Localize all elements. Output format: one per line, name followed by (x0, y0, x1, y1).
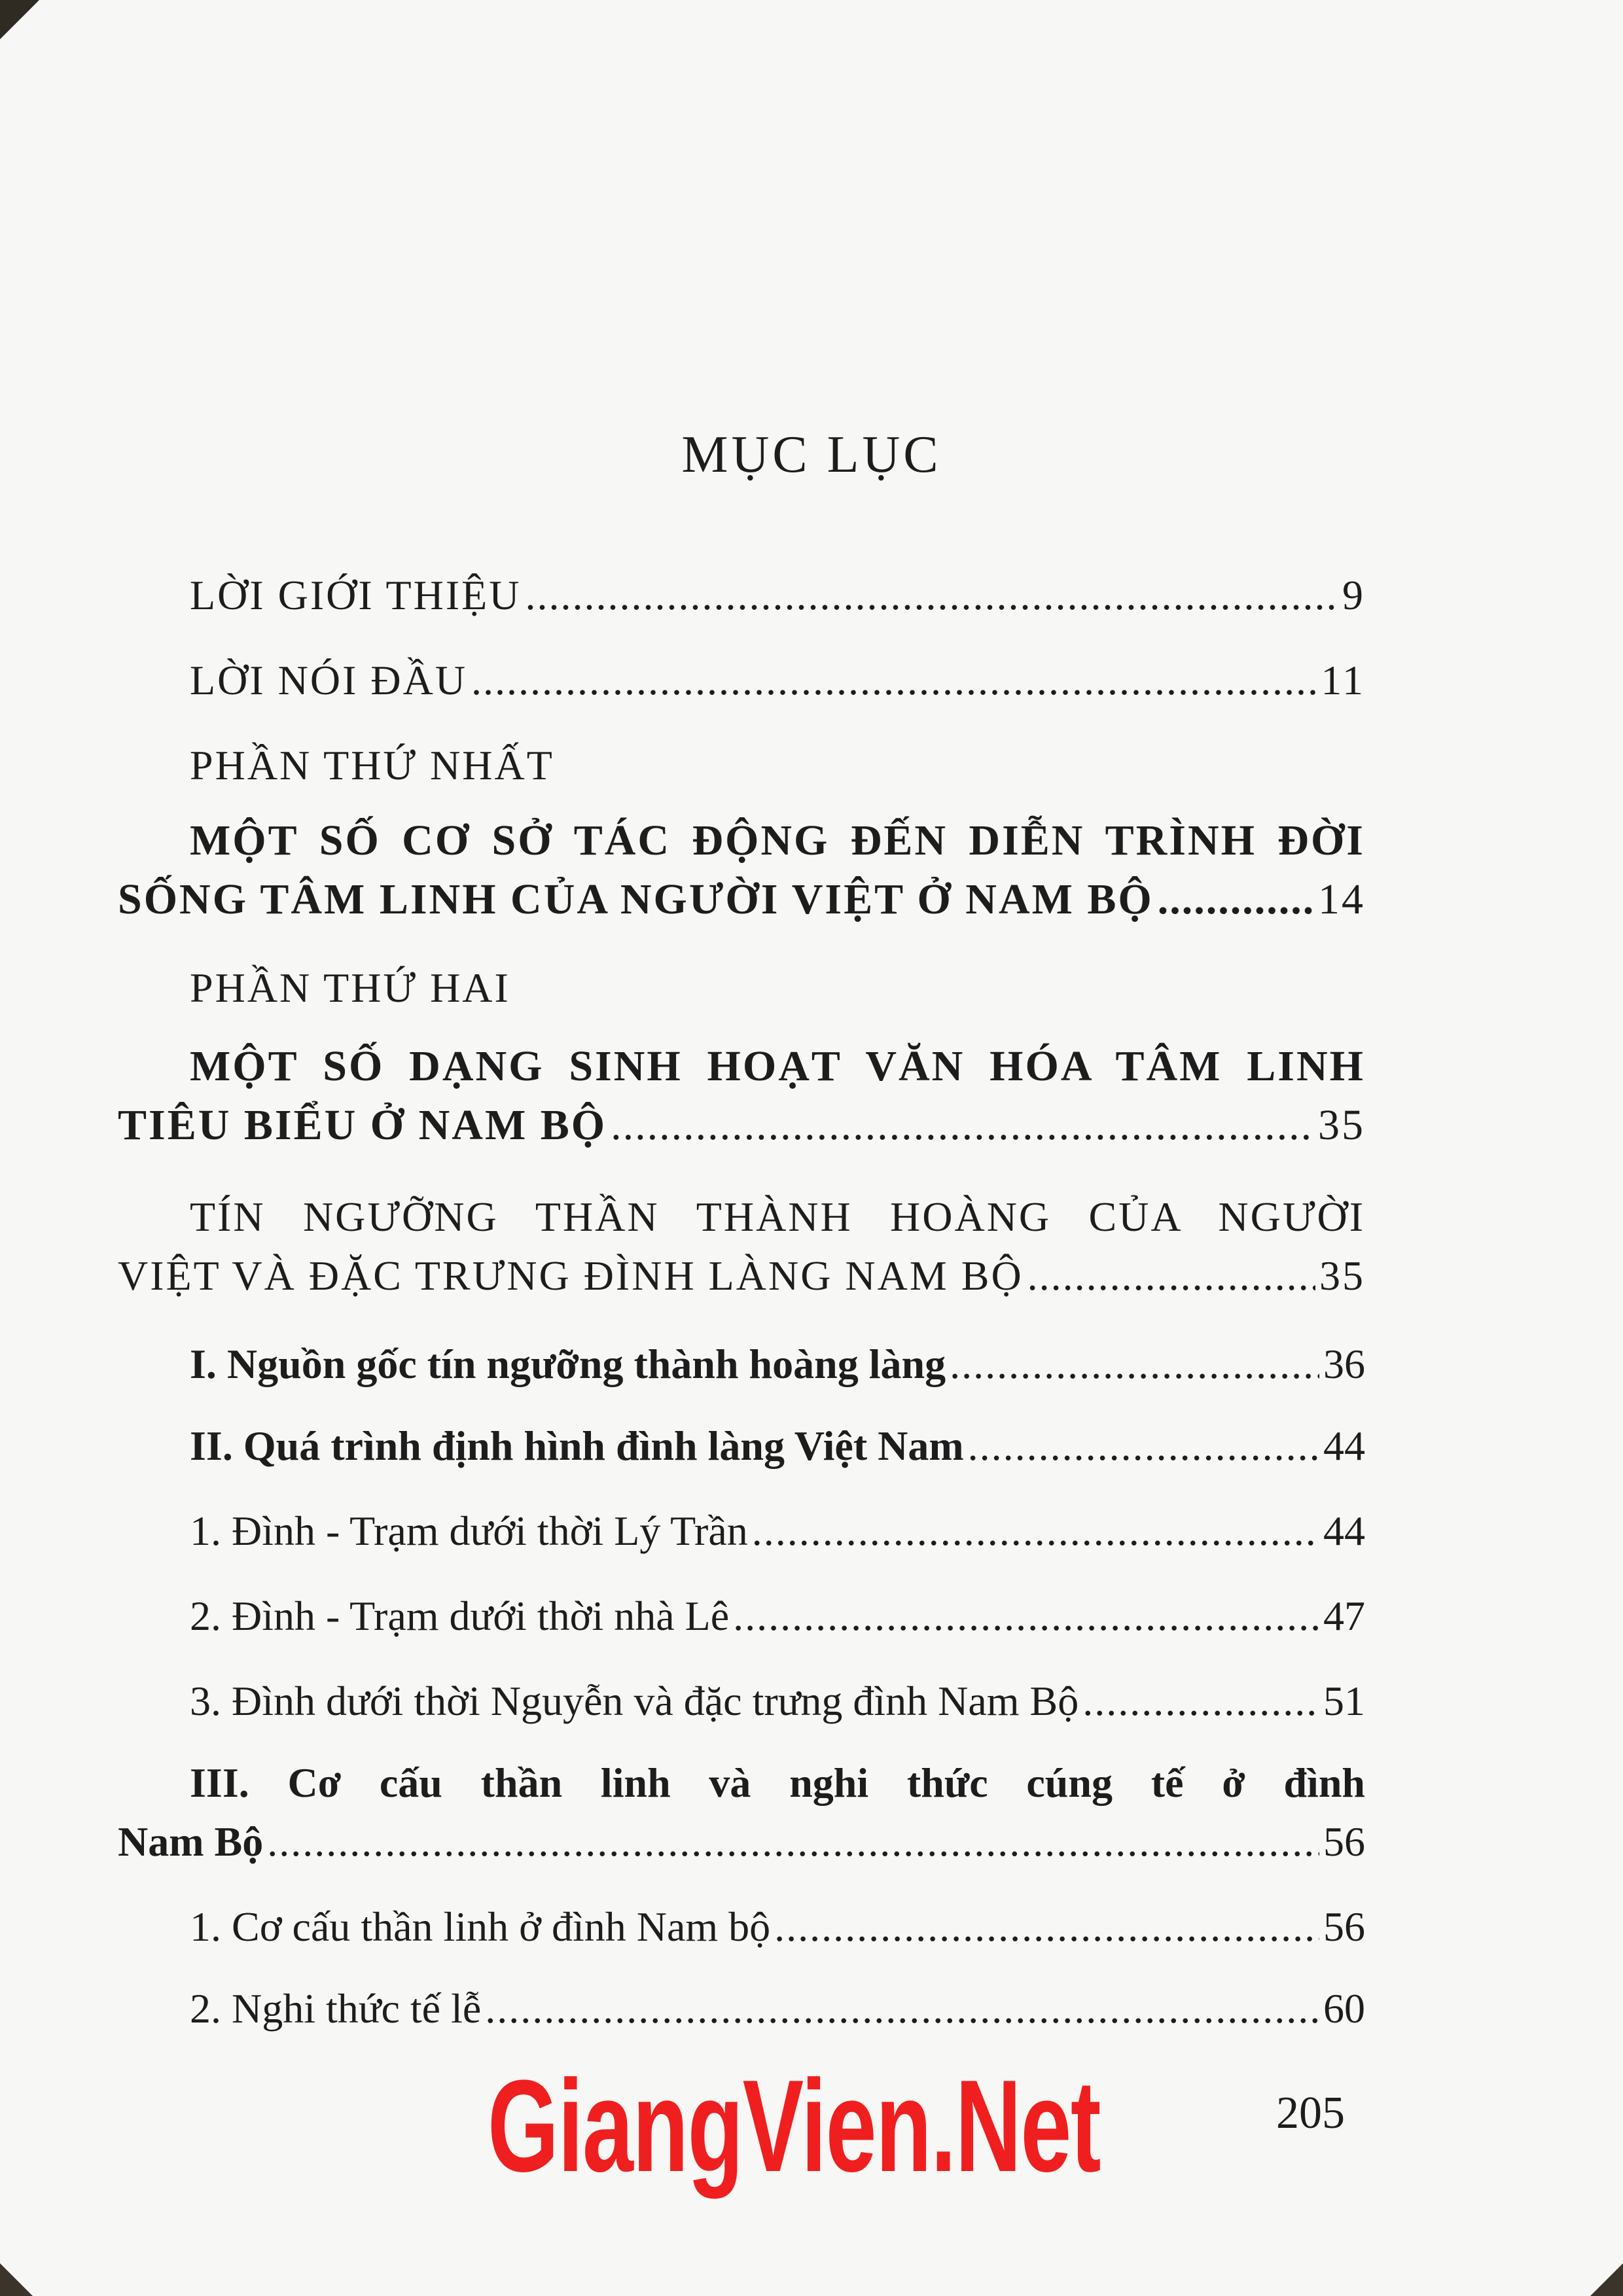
toc-entry-page: 44 (1323, 1422, 1365, 1469)
toc-entry-part2-line1[interactable]: MỘT SỐ DẠNG SINH HOẠT VĂN HÓA TÂM LINH (190, 1042, 1365, 1090)
toc-entry-chapter[interactable] (118, 1240, 1365, 1312)
dot-leader (1082, 1665, 1319, 1737)
scan-corner-top-left (0, 0, 39, 39)
dot-leader (733, 1580, 1319, 1652)
toc-entry-page: 47 (1323, 1593, 1365, 1639)
dot-leader (485, 1973, 1319, 2045)
toc-entry-page: 36 (1323, 1341, 1365, 1387)
toc-entry-text: 3. Đình dưới thời Nguyễn và đặc trưng đình Nam Bộ (190, 1678, 1079, 1724)
toc-entry-page: 51 (1323, 1678, 1365, 1724)
toc-entry-part1-line1[interactable]: MỘT SỐ CƠ SỞ TÁC ĐỘNG ĐẾN DIỄN TRÌNH ĐỜI (190, 817, 1365, 864)
toc-entry-subsection-3-2[interactable] (190, 1973, 1365, 2045)
toc-entry-text: I. Nguồn gốc tín ngưỡng thành hoàng làng (190, 1341, 946, 1387)
dot-leader (968, 1410, 1319, 1482)
toc-entry-page: 11 (1321, 657, 1365, 703)
dot-leader (1027, 1240, 1315, 1312)
toc-entry-text: VIỆT VÀ ĐẶC TRƯNG ĐÌNH LÀNG NAM BỘ (118, 1252, 1024, 1299)
toc-entry-section-1[interactable] (190, 1328, 1365, 1400)
toc-entry-text: LỜI NÓI ĐẦU (190, 657, 468, 703)
toc-entry-part1[interactable] (118, 864, 1365, 936)
toc-entry-subsection-3-1[interactable] (190, 1891, 1365, 1963)
toc-entry-section-3-line1[interactable]: III. Cơ cấu thần linh và nghi thức cúng tế ở đình (190, 1759, 1365, 1806)
toc-entry-text: 2. Nghi thức tế lễ (190, 1985, 482, 2032)
toc-entry-section-3[interactable] (118, 1806, 1365, 1878)
dot-leader (267, 1806, 1319, 1878)
toc-entry-text: SỐNG TÂM LINH CỦA NGƯỜI VIỆT Ở NAM BỘ (118, 875, 1154, 923)
dot-leader (950, 1328, 1319, 1400)
toc-part-heading-1: PHẦN THỨ NHẤT (190, 742, 554, 788)
toc-entry-text: 1. Đình - Trạm dưới thời Lý Trần (190, 1508, 748, 1554)
toc-entry-page: 35 (1319, 1252, 1365, 1299)
toc-entry-subsection-2-2[interactable] (190, 1580, 1365, 1652)
dot-leader (752, 1495, 1319, 1567)
toc-entry-page: 9 (1342, 572, 1365, 618)
dot-leader (774, 1891, 1319, 1963)
toc-entry-foreword[interactable] (190, 645, 1365, 716)
toc-entry-text: TIÊU BIỂU Ở NAM BỘ (118, 1101, 607, 1149)
toc-part-heading-2: PHẦN THỨ HAI (190, 964, 510, 1011)
toc-entry-page: 44 (1323, 1508, 1365, 1554)
scan-corner-bottom-right (1590, 2263, 1623, 2296)
toc-entry-text: 1. Cơ cấu thần linh ở đình Nam bộ (190, 1903, 771, 1950)
dot-leader (1158, 864, 1314, 936)
watermark-logo: GiangVien.Net (488, 2053, 1101, 2199)
toc-entry-chapter-line1[interactable]: TÍN NGƯỠNG THẦN THÀNH HOÀNG CỦA NGƯỜI (190, 1193, 1365, 1240)
scan-corner-bottom-left (0, 2263, 33, 2296)
dot-leader (471, 645, 1317, 716)
toc-entry-text: LỜI GIỚI THIỆU (190, 572, 522, 618)
toc-entry-page: 56 (1323, 1903, 1365, 1950)
dot-leader (611, 1089, 1314, 1161)
toc-entry-subsection-2-3[interactable] (190, 1665, 1365, 1737)
page-number: 205 (1276, 2088, 1345, 2138)
toc-entry-subsection-2-1[interactable] (190, 1495, 1365, 1567)
toc-entry-text: 2. Đình - Trạm dưới thời nhà Lê (190, 1593, 730, 1639)
toc-entry-page: 60 (1323, 1985, 1365, 2032)
dot-leader (525, 559, 1338, 631)
toc-entry-part2[interactable] (118, 1089, 1365, 1161)
toc-title: MỤC LỤC (681, 426, 942, 484)
toc-entry-text: Nam Bộ (118, 1818, 264, 1865)
toc-entry-section-2[interactable] (190, 1410, 1365, 1482)
toc-entry-text: II. Quá trình định hình đình làng Việt Nam (190, 1422, 964, 1469)
toc-entry-page: 35 (1318, 1101, 1365, 1149)
toc-entry-page: 56 (1323, 1818, 1365, 1865)
toc-entry-introduction[interactable] (190, 559, 1365, 631)
toc-entry-page: 14 (1318, 875, 1365, 923)
